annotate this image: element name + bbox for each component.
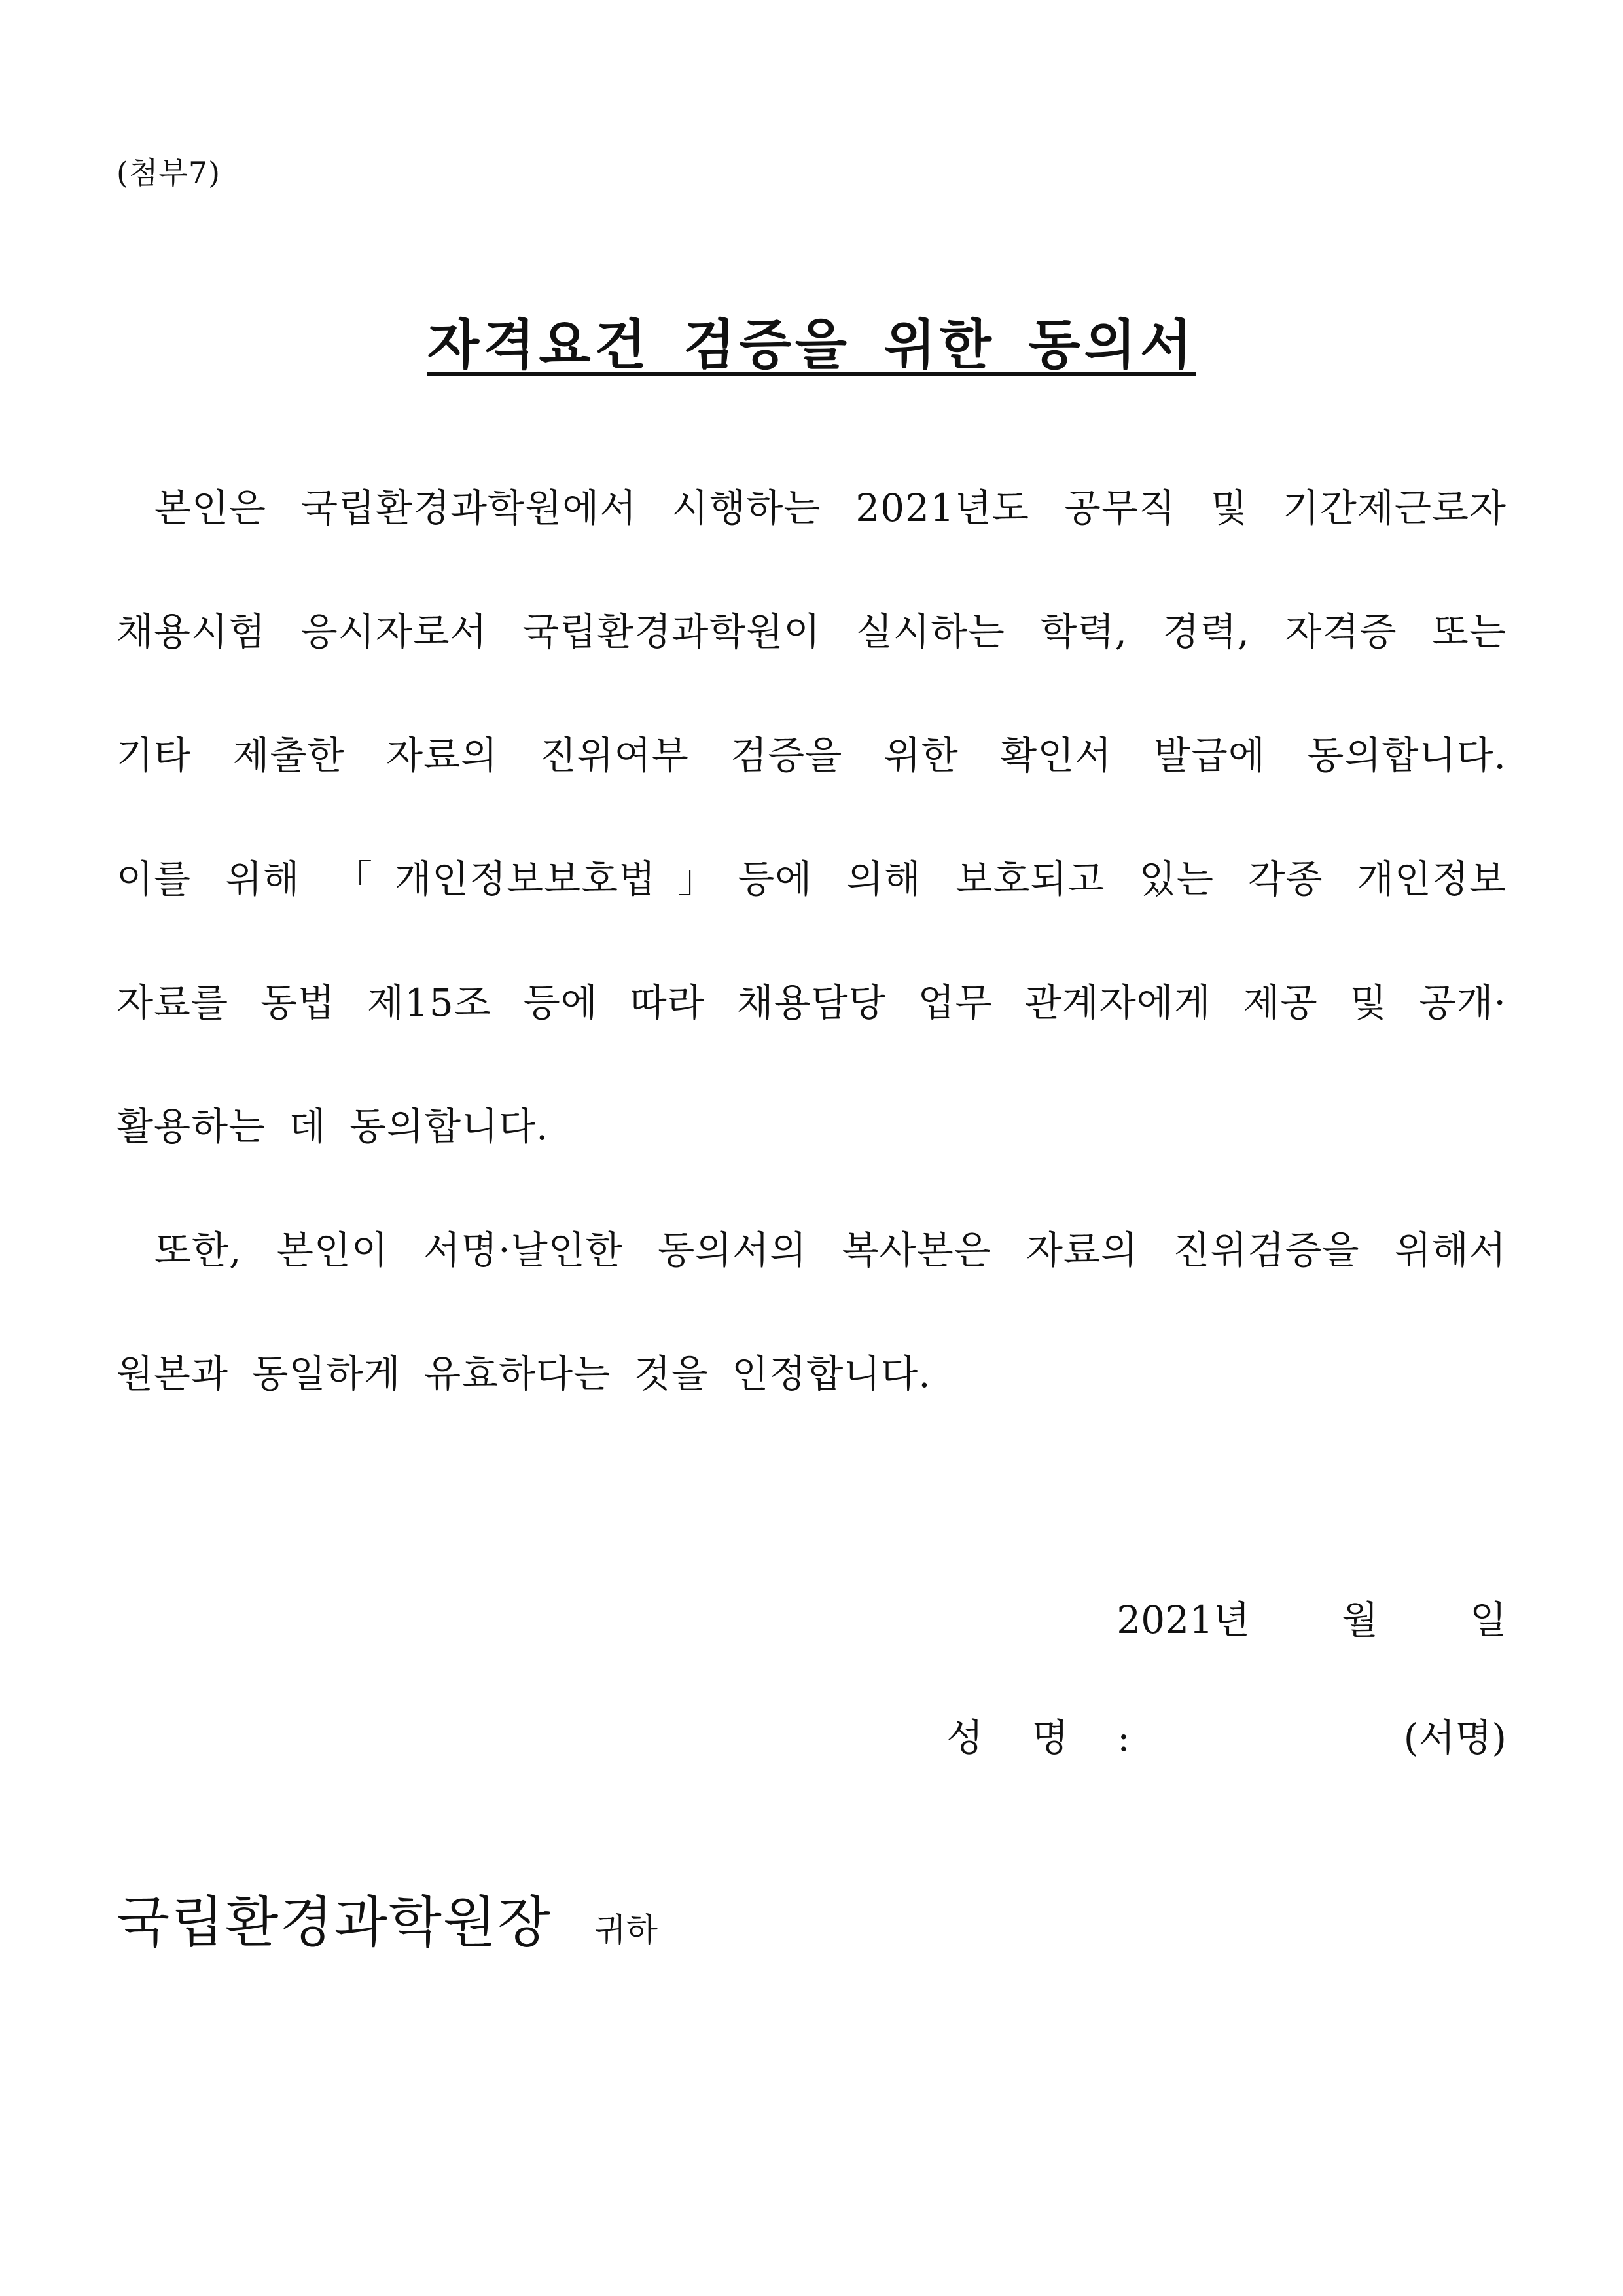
attachment-label: (첨부7) [116,155,221,190]
signature-name-label: 성 명 : [946,1715,1149,1760]
recipient-name: 국립환경과학원장 [116,1890,552,1954]
signature-line [946,1707,1507,1762]
document-title-text: 자격요건 검증을 위한 동의서 [427,314,1196,376]
recipient-line [116,1878,658,1958]
paragraph1-line: 활용하는 데 동의합니다. [116,1104,549,1149]
recipient-honorific: 귀하 [594,1911,658,1949]
paragraph1-line: 기타 제출한 자료의 진위여부 검증을 위한 확인서 발급에 동의합니다. [116,733,1507,778]
document-title [0,302,1623,379]
consent-body [116,469,1507,1458]
signature-mark: (서명) [1403,1715,1507,1760]
date-year: 2021년 [1116,1598,1250,1642]
date-day: 일 [1469,1598,1507,1642]
date-month: 월 [1341,1598,1378,1642]
paragraph1-line: 본인은 국립환경과학원에서 시행하는 2021년도 공무직 및 기간제근로자 [154,486,1507,530]
paragraph2-line: 원본과 동일하게 유효하다는 것을 인정합니다. [116,1352,931,1396]
paragraph1-line: 자료를 동법 제15조 등에 따라 채용담당 업무 관계자에게 제공 및 공개· [116,980,1507,1025]
paragraph1-line: 채용시험 응시자로서 국립환경과학원이 실시하는 학력, 경력, 자격증 또는 [116,609,1507,654]
paragraph2-line: 또한, 본인이 서명·날인한 동의서의 복사본은 자료의 진위검증을 위해서 [154,1228,1507,1272]
date-line [1116,1589,1507,1644]
paragraph1-line: 이를 위해 「개인정보보호법」등에 의해 보호되고 있는 각종 개인정보 [116,857,1507,901]
